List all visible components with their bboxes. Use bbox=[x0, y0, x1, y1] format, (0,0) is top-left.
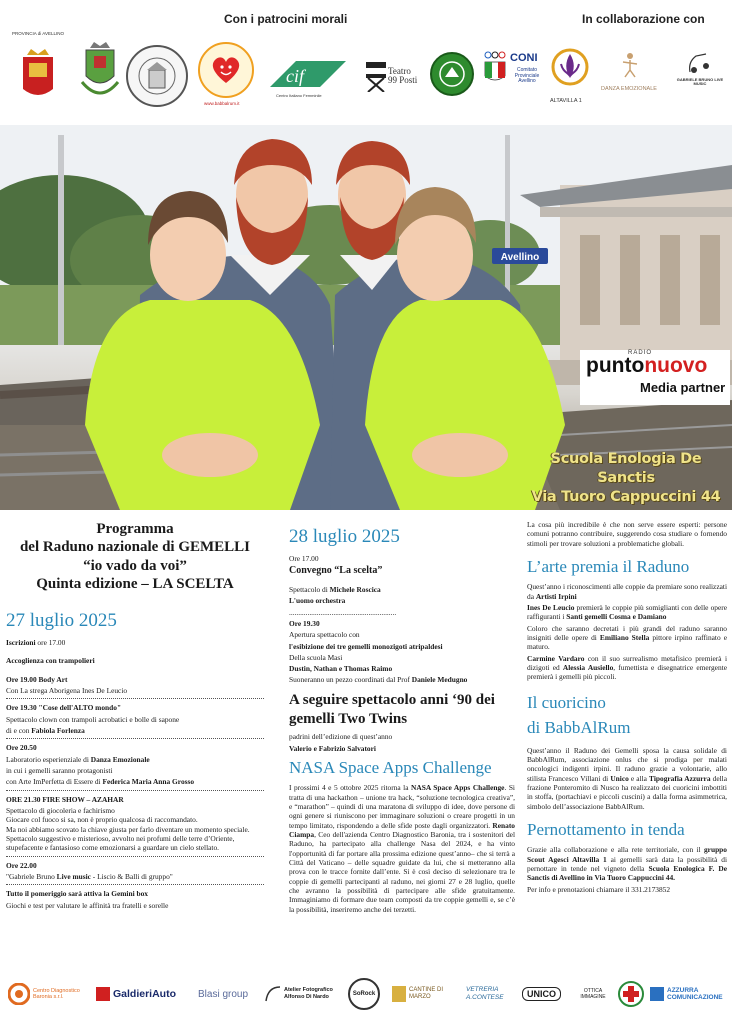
program-column-1 bbox=[6, 520, 264, 912]
event-clown-author: di e con Fabiola Forlenza bbox=[6, 726, 85, 736]
heart-logo-icon bbox=[198, 42, 254, 98]
arte-p1: Quest’anno i riconoscimenti alle coppie da premiare sono realizzati da Artisti Irpini bbox=[527, 582, 727, 601]
green-circle-logo-icon bbox=[430, 52, 474, 96]
apertura: Apertura spettacolo con bbox=[289, 630, 360, 640]
padrini: padrini dell’edizione di quest’anno bbox=[289, 732, 393, 742]
event-body-art-time: Ore 19.00 Body Art bbox=[6, 674, 68, 684]
ore-17: Ore 17.00 bbox=[289, 553, 319, 563]
province-crest-icon: PROVINCIA di AVELLINO bbox=[8, 32, 68, 107]
teatro-label: Teatro 99 Posti bbox=[388, 66, 418, 85]
ore-1930: Ore 19.30 bbox=[289, 618, 320, 628]
date-28-luglio: 28 luglio 2025 bbox=[289, 526, 400, 547]
cdb-logo-icon: Centro Diagnostico Baronia s.r.l. bbox=[8, 974, 88, 1014]
pernottamento-heading: Pernottamento in tenda bbox=[527, 819, 685, 839]
svg-text:cif: cif bbox=[286, 66, 304, 86]
program-column-2 bbox=[289, 525, 515, 916]
event-live-music-time: Ore 22.00 bbox=[6, 860, 37, 870]
event-danza-text: Laboratorio esperienziale di Danza Emozionale bbox=[6, 754, 150, 764]
babbalrum-url: www.babbalrum.it bbox=[204, 101, 240, 106]
radio-name: puntonuovo bbox=[586, 354, 708, 377]
ottica-logo-icon: OTTICA IMMAGINE bbox=[580, 988, 606, 1000]
sponsors-footer bbox=[0, 968, 732, 1024]
convegno-title: Convegno “La scelta” bbox=[289, 565, 383, 577]
coni-label: CONI bbox=[510, 52, 538, 64]
esibizione: l'esibizione dei tre gemelli monozigoti atripaldesi bbox=[289, 641, 443, 651]
vetreria-logo-icon: VETRERIA A.CONTESE bbox=[466, 986, 504, 1001]
dotted-separator: .......................................................... bbox=[289, 607, 397, 617]
galdieri-logo-icon: GaldieriAuto bbox=[96, 974, 192, 1014]
program-title: Programma del Raduno nazionale di GEMELLI “io vado da voi” Quinta edizione – LA SCELTA bbox=[19, 521, 251, 592]
arte-p2: Ines De Leucio premierà le coppie più somiglianti con delle opere raffiguranti i Santi gemelli Cosma e Damiano bbox=[527, 603, 727, 622]
cuoricino-heading: Il cuoricino di BabbAlRum bbox=[527, 692, 631, 738]
dancer-icon: DANZA EMOZIONALE bbox=[596, 50, 662, 100]
unico-logo-icon: UNICO bbox=[522, 974, 570, 1014]
media-partner-label: Media partner bbox=[640, 380, 726, 395]
patrons-label: Con i patrocini morali bbox=[224, 12, 348, 26]
event-danza-time: Ore 20.50 bbox=[6, 743, 37, 753]
atelier-logo-icon: Atelier Fotografico Alfonso Di Nardo bbox=[264, 974, 344, 1014]
gemini-box-text: Giochi e test per valutare le affinità tra fratelli e sorelle bbox=[6, 900, 169, 910]
scout-lily-icon: ALTAVILLA 1 bbox=[548, 48, 592, 104]
event-body-art-text: Con La strega Aborigena Ines De Leucio bbox=[6, 686, 128, 696]
school-caption: Scuola Enologia De Sanctis Via Tuoro Cappuccini 44 bbox=[531, 451, 721, 505]
radio-small-label: RADIO bbox=[628, 350, 653, 356]
event-live-music-text: "Gabriele Bruno Live music - Liscio & Balli di gruppo" bbox=[6, 872, 173, 882]
blasi-logo-icon: Blasi group bbox=[198, 988, 249, 1000]
cross-logo-icon bbox=[618, 974, 646, 1014]
event-fire-show-text: Spettacolo di giocoleria e fachirismo Giocare col fuoco si sa, non è proprio qualcosa di raccomandato. Ma noi abbiamo scovato la chiave giusta per farlo diventare un momento speciale. Spettacolo suggestivo e misterioso, avvolto nei profumi delle terre d’Oriente, stupefacente e fantasioso come emozionarsi a guardare un cielo stellato. bbox=[6, 806, 250, 853]
spettacolo-roscica: Spettacolo di Michele Roscica bbox=[289, 584, 381, 594]
nasa-heading: NASA Space Apps Challenge bbox=[289, 757, 492, 777]
event-danza-text2: in cui i gemelli saranno protagonisti bbox=[6, 766, 113, 776]
suoneranno: Suoneranno un pezzo coordinati dal Prof Daniele Medugno bbox=[289, 675, 468, 685]
directors-chair-icon bbox=[362, 55, 424, 97]
accoglienza: Accoglienza con trampolieri bbox=[6, 656, 95, 666]
arte-p3: Coloro che saranno decretati i più grandi del raduno saranno insigniti delle opere di Emiliano Stella pittore irpino raffinato e maturo. bbox=[527, 623, 727, 652]
nasa-text: I prossimi 4 e 5 ottobre 2025 ritorna la NASA Space Apps Challenge. Si tratta di una hackathon – unione tra hack, “soluzione tecnologica creativa”, e “marathon” – quindi di una maratona di sviluppo di idee, dove persone di ogni genere si riuniscono per immaginare soluzioni o creare progetti in un tempo limitato, rispondendo a delle sfide poste dagli organizzatori. Renato Ciampa, Ceo dell'azienda Centro Diagnostico Baronia, tra i sostenitori del Raduno, ha partecipato alla challenge Nasa del 2024, e ha vinto l'opportunità di far portare alla prossima edizione quest’anno– che si terrà a Città del Vaticano – delle squadre guidate da lui, che si metteranno alla prova con le tracce fornite dall’ente. Si è così deciso di selezionare tra le coppie di gemelli partecipanti al raduno, nei giorni 27 e 28 luglio, quelle che avranno la possibilità di partecipare alle sfide gratuitamente. Immaginiamo di formare due team composti da tre coppie gemelli e, se c’è la possibilità, inseriremo anche dei terzetti. bbox=[289, 783, 515, 914]
nasa-continued: La cosa più incredibile è che non serve essere esperti: persone comuni potranno contribuire, suggerendo cosa studiare o fornendo stimoli per trovare soluzioni a problematiche globali. bbox=[527, 520, 727, 548]
radio-puntonuovo-logo bbox=[580, 350, 730, 405]
cantine-logo-icon: CANTINE DI MARZO bbox=[392, 974, 460, 1014]
padrini-names: Valerio e Fabrizio Salvatori bbox=[289, 743, 376, 753]
hero-photo bbox=[0, 125, 732, 510]
scuola-masi: Della scuola Masi bbox=[289, 652, 343, 662]
collaborators-label: In collaborazione con bbox=[582, 12, 705, 26]
info-phone: Per info e prenotazioni chiamare il 331.2173852 bbox=[527, 884, 671, 894]
gemini-box-title: Tutto il pomeriggio sarà attiva la Gemini box bbox=[6, 889, 148, 899]
event-clown-time: Ore 19.30 "Cose dell'ALTO mondo" bbox=[6, 703, 122, 713]
arte-p4: Carmine Vardaro con il suo surrealismo metafisico premierà i dizigoti ed Alessia Ausiello, fumettista e disegnatrice emergente premierà i gemelli più piccoli. bbox=[527, 653, 727, 682]
music-logo-icon: GABRIELE BRUNO LIVE MUSIC bbox=[672, 52, 728, 100]
uomo-orchestra: L'uomo orchestra bbox=[289, 596, 346, 606]
cif-logo-icon: cif Centro Italiano Femminile bbox=[266, 52, 350, 98]
program-column-3 bbox=[527, 520, 727, 896]
date-27-luglio: 27 luglio 2025 bbox=[6, 610, 117, 632]
event-clown-text: Spettacolo clown con trampoli acrobatici e bolle di sapone bbox=[6, 714, 180, 724]
arte-heading: L’arte premia il Raduno bbox=[527, 556, 690, 576]
pernottamento-text: Grazie alla collaborazione e alla rete territoriale, con il gruppo Scout Agesci Altavilla 1 ai gemelli sarà data la possibilità di pernottare in tende nel vigneto della Scuola Enologica F. De Sanctis di Avellino in Via Tuoro Cappuccini 44. bbox=[527, 845, 728, 883]
event-danza-author: con Arte ImPerfetta di Essere di Federica Maria Anna Grosso bbox=[6, 777, 195, 787]
town-crest-icon bbox=[78, 40, 122, 106]
trio-names: Dustin, Nathan e Thomas Raimo bbox=[289, 664, 393, 674]
station-sign: Avellino bbox=[500, 252, 540, 263]
iscrizioni: Iscrizioni ore 17.00 bbox=[6, 638, 66, 648]
olympic-rings-icon: CONI Comitato Provinciale Avellino bbox=[482, 50, 542, 96]
two-twins-heading: A seguire spettacolo anni ‘90 dei gemelli Two Twins bbox=[289, 691, 495, 727]
sorock-logo-icon: SoRock bbox=[348, 974, 384, 1014]
cuoricino-text: Quest’anno il Raduno dei Gemelli sposa la causa solidale di BabbAlRum, associazione onlus che si prodiga per malati oncologici indigenti irpini. Il raduno grazie a volontarie, allo stilista Francesco Villani di Unico e alla Tipografia Azzurra della frazione Ponteromito di Nusco ha realizzato dei cuoricini imbottiti in stoffa, (portachiavi e piccoli cuscini) a dalla forma asimmetrica, simbolo dell’associazione BabbAlRum. bbox=[527, 745, 727, 811]
azzurra-logo-icon: AZZURRA COMUNICAZIONE bbox=[650, 974, 728, 1014]
patrons-header bbox=[0, 0, 732, 122]
parish-seal-icon bbox=[126, 45, 188, 107]
event-fire-show-time: ORE 21.30 FIRE SHOW – AZAHAR bbox=[6, 794, 124, 804]
